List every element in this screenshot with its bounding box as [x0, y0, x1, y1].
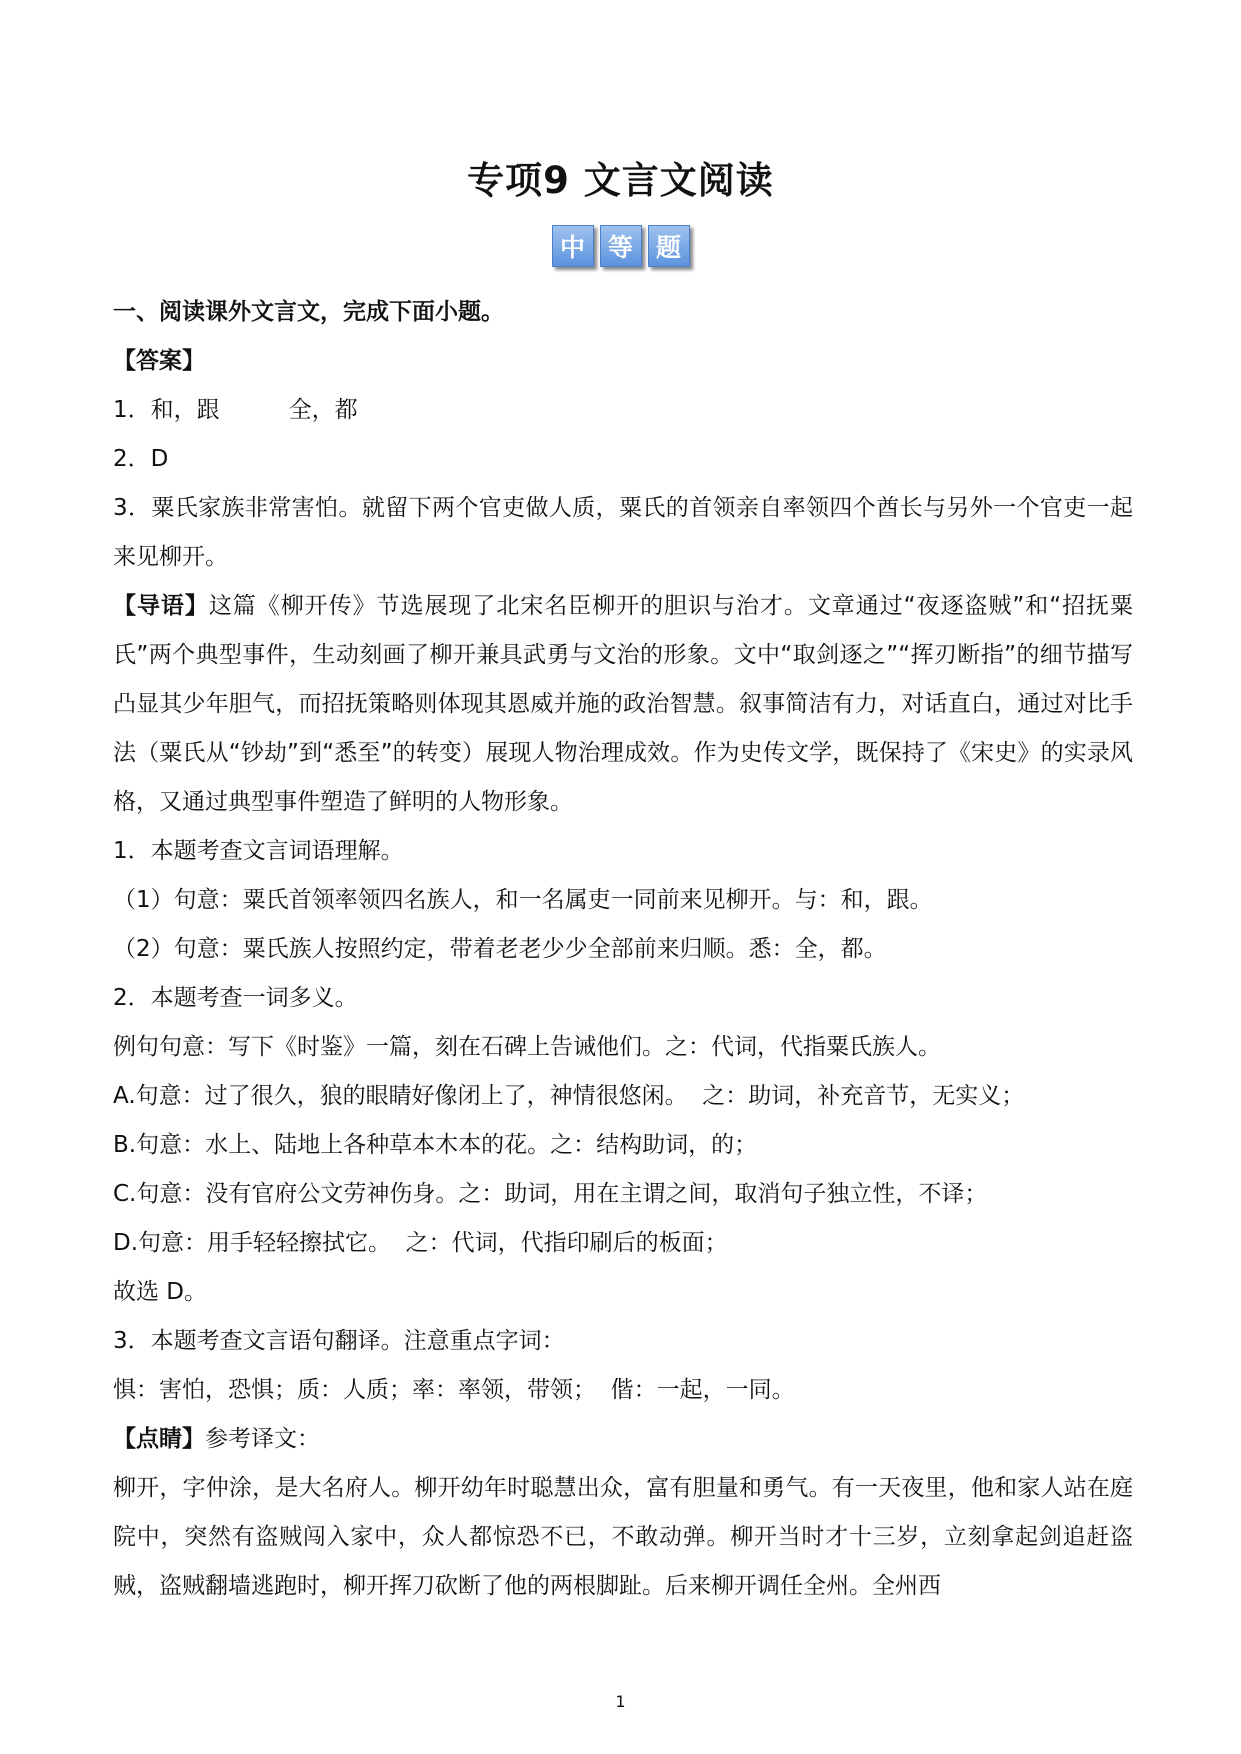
analysis-line: 故选 D。 — [113, 1279, 208, 1305]
tip-text: 参考译文： — [205, 1426, 320, 1452]
difficulty-badge — [0, 225, 1241, 267]
answer-paragraph: 3．粟氏家族非常害怕。就留下两个官吏做人质，粟氏的首领亲自率领四个酋长与另外一个官吏一起来见柳开。 — [113, 495, 1133, 570]
answer-line: 1．和，跟 全，都 — [113, 397, 358, 423]
guide-paragraph — [113, 582, 1133, 827]
analysis-line: （1）句意：粟氏首领率领四名族人，和一名属吏一同前来见柳开。与：和，跟。 — [113, 887, 933, 913]
analysis-line: 2．本题考查一词多义。 — [113, 985, 358, 1011]
analysis-line: B.句意：水上、陆地上各种草本木本的花。之：结构助词，的； — [113, 1132, 758, 1158]
badge-char: 等 — [600, 225, 642, 267]
page-number: 1 — [615, 1692, 626, 1711]
analysis-line: A.句意：过了很久，狼的眼睛好像闭上了，神情很悠闲。 之：助词，补充音节，无实义； — [113, 1083, 1025, 1109]
analysis-line: （2）句意：粟氏族人按照约定，带着老老少少全部前来归顺。悉：全，都。 — [113, 936, 887, 962]
tip-label: 【点睛】 — [113, 1426, 205, 1452]
analysis-line: 1．本题考查文言词语理解。 — [113, 838, 404, 864]
answer-line: 2．D — [113, 446, 169, 472]
guide-label: 【导语】 — [113, 593, 209, 619]
page-title: 专项9 文言文阅读 — [467, 159, 774, 202]
answer-label: 【答案】 — [113, 348, 205, 374]
analysis-line: D.句意：用手轻轻擦拭它。 之：代词，代指印刷后的板面； — [113, 1230, 728, 1256]
analysis-line: 惧：害怕，恐惧；质：人质；率：率领，带领； 偕：一起，一同。 — [113, 1377, 795, 1403]
section-heading: 一、阅读课外文言文，完成下面小题。 — [113, 299, 504, 325]
analysis-line: 3．本题考查文言语句翻译。注意重点字词： — [113, 1328, 565, 1354]
badge-char: 中 — [552, 225, 594, 267]
analysis-line: C.句意：没有官府公文劳神伤身。之：助词，用在主谓之间，取消句子独立性，不译； — [113, 1181, 988, 1207]
badge-char: 题 — [648, 225, 690, 267]
document-body — [113, 288, 1133, 1611]
guide-text: 这篇《柳开传》节选展现了北宋名臣柳开的胆识与治才。文章通过“夜逐盗贼”和“招抚粟氏”两个典型事件，生动刻画了柳开兼具武勇与文治的形象。文中“取剑逐之”“挥刃断指”的细节描写凸显其少年胆气，而招抚策略则体现其恩威并施的政治智慧。叙事简洁有力，对话直白，通过对比手法（粟氏从“钞劫”到“悉至”的转变）展现人物治理成效。作为史传文学，既保持了《宋史》的实录风格，又通过典型事件塑造了鲜明的人物形象。 — [113, 593, 1134, 815]
translation-paragraph: 柳开，字仲涂，是大名府人。柳开幼年时聪慧出众，富有胆量和勇气。有一天夜里，他和家人站在庭院中，突然有盗贼闯入家中，众人都惊恐不已，不敢动弹。柳开当时才十三岁，立刻拿起剑追赶盗贼，盗贼翻墙逃跑时，柳开挥刀砍断了他的两根脚趾。后来柳开调任全州。全州西 — [113, 1475, 1133, 1599]
analysis-line: 例句句意：写下《时鉴》一篇，刻在石碑上告诫他们。之：代词，代指粟氏族人。 — [113, 1034, 941, 1060]
tip-line — [113, 1415, 1133, 1464]
